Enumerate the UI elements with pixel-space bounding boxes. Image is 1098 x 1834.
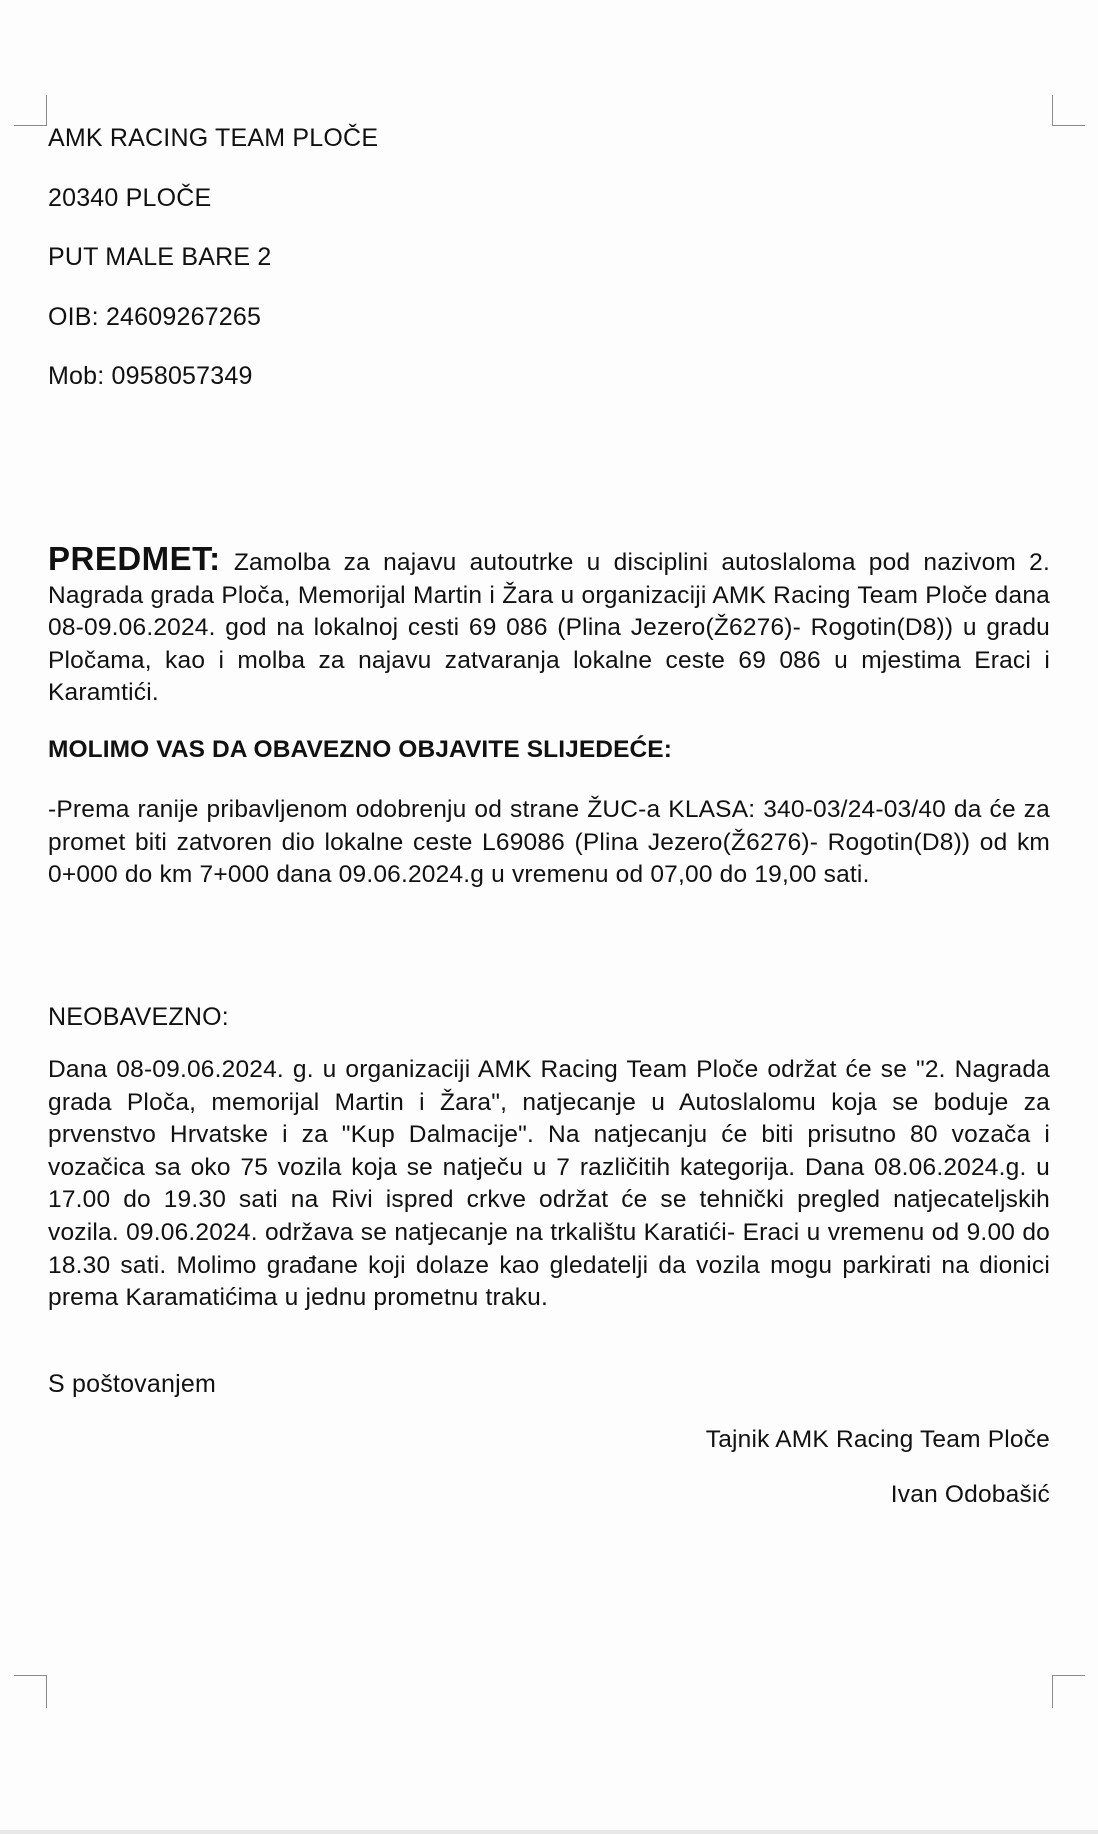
oib-line: OIB: 24609267265: [48, 303, 262, 331]
signatory-name: Ivan Odobašić: [890, 1481, 1050, 1508]
subject-label: PREDMET:: [48, 540, 221, 577]
postal-line: 20340 PLOČE: [48, 184, 212, 212]
crop-mark-bottom-right: [1052, 1675, 1085, 1708]
mandatory-heading: MOLIMO VAS DA OBAVEZNO OBJAVITE SLIJEDEĆE:: [48, 736, 673, 763]
crop-mark-bottom-left: [14, 1675, 47, 1708]
optional-paragraph: Dana 08-09.06.2024. g. u organizaciji AMK Racing Team Ploče održat će se "2. Nagrada grada Ploča, memorijal Martin i Žara", natjecanje u Autoslalomu koja se boduje za prvenstvo Hrvatske i za "Kup Dalmacije". Na natjecanju će biti prisutno 80 vozača i vozačica sa oko 75 vozila koja se natječu u 7 različitih kategorija. Dana 08.06.2024.g. u 17.00 do 19.30 sati na Rivi ispred crkve održat će se tehnički pregled natjecateljskih vozila. 09.06.2024. održava se natjecanje na trkalištu Karatići- Eraci u vremenu od 9.00 do 18.30 sati. Molimo građane koji dolaze kao gledatelji da vozila mogu parkirati na dionici prema Karamatićima u jednu prometnu traku.: [48, 1056, 1050, 1312]
greeting: S poštovanjem: [48, 1370, 216, 1398]
street-line: PUT MALE BARE 2: [48, 243, 272, 271]
signatory-title: Tajnik AMK Racing Team Ploče: [705, 1426, 1050, 1453]
mandatory-paragraph: -Prema ranije pribavljenom odobrenju od strane ŽUC-a KLASA: 340-03/24-03/40 da će za promet biti zatvoren dio lokalne ceste L69086 (Plina Jezero(Ž6276)- Rogotin(D8)) od km 0+000 do km 7+000 dana 09.06.2024.g u vremenu od 07,00 do 19,00 sati.: [48, 796, 1050, 889]
crop-mark-top-right: [1052, 95, 1085, 126]
page-bottom-edge: [0, 1830, 1098, 1834]
subject-paragraph: [48, 540, 1050, 710]
crop-mark-top-left: [14, 95, 47, 126]
org-name: AMK RACING TEAM PLOČE: [48, 124, 379, 152]
subject-text: Zamolba za najavu autoutrke u disciplini autoslaloma pod nazivom 2. Nagrada grada Ploča, Memorijal Martin i Žara u organizaciji AMK Racing Team Ploče dana 08-09.06.2024. god na lokalnoj cesti 69 086 (Plina Jezero(Ž6276)- Rogotin(D8)) u gradu Pločama, kao i molba za najavu zatvaranja lokalne ceste 69 086 u mjestima Eraci i Karamtići.: [48, 549, 1050, 707]
mobile-line: Mob: 0958057349: [48, 362, 253, 390]
optional-heading: NEOBAVEZNO:: [48, 1003, 229, 1031]
